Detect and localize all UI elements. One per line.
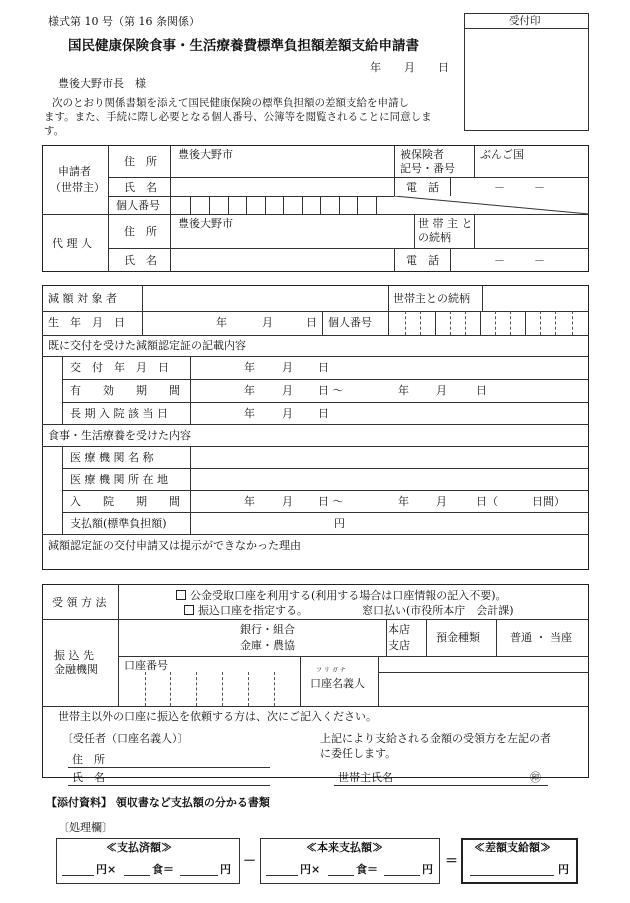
long-stay-month: 月	[282, 407, 293, 420]
due-meals: 食＝	[356, 863, 378, 876]
valid-from-month: 月	[282, 384, 293, 397]
bank-type-2: 金庫・農協	[240, 639, 295, 652]
bank-label-2: 金融機関	[54, 663, 98, 676]
issue-month: 月	[282, 361, 293, 374]
applicant-address-field[interactable]	[172, 146, 392, 176]
agent-address-prefix: 豊後大野市	[178, 217, 233, 230]
admission-to-year: 年	[398, 495, 409, 508]
householder-name-label: 世帯主氏名	[338, 771, 393, 784]
institution-name-field[interactable]	[192, 447, 588, 467]
insured-number-label-1: 被保険者	[400, 148, 444, 161]
page-title: 国民健康保険食事・生活療養費標準負担額差額支給申請書	[68, 38, 419, 54]
applicant-address-label: 住 所	[124, 155, 157, 168]
due-total-title: ≪本来支払額≫	[306, 841, 383, 854]
valid-to-day: 日	[476, 384, 487, 397]
delegate-note: 世帯主以外の口座に振込を依頼する方は、次にご記入ください。	[58, 710, 377, 723]
agent-label: 代 理 人	[52, 237, 92, 250]
agent-relation-label-1: 世 帯 主 と	[418, 217, 473, 230]
difference-title: ≪差額支給額≫	[474, 841, 551, 854]
admission-days: 日間）	[532, 495, 565, 508]
dob-field[interactable]	[144, 312, 320, 334]
dob-year: 年	[216, 316, 227, 329]
difference-yen: 円	[558, 863, 569, 876]
delegate-name-label: 氏 名	[72, 771, 105, 784]
bank-type-1: 銀行・組合	[240, 623, 295, 636]
checkbox-public-account[interactable]	[176, 590, 186, 600]
date-day: 日	[438, 61, 449, 74]
delegate-text-1: 上記により支給される金額の受領方を左記の者	[320, 732, 551, 745]
paid-yen-end: 円	[220, 863, 231, 876]
paid-total-title: ≪支払済額≫	[106, 841, 172, 854]
paid-meals: 食＝	[152, 863, 174, 876]
admission-from-day: 日 ～	[318, 495, 344, 508]
applicant-sublabel: （世帯主）	[50, 181, 105, 194]
applicant-name-label: 氏 名	[124, 181, 157, 194]
holder-field[interactable]	[380, 657, 588, 705]
valid-period-field[interactable]	[192, 380, 588, 401]
seal-mark: ㊞	[530, 771, 541, 784]
householder-name-field[interactable]	[400, 769, 526, 785]
issue-date-field[interactable]	[192, 357, 588, 378]
equals-sign: ＝	[445, 854, 459, 869]
long-stay-label: 長 期 入 院 該 当 日	[70, 407, 168, 420]
processing-heading: 〔処理欄〕	[58, 821, 113, 834]
checkbox-transfer[interactable]	[184, 605, 194, 615]
reception-stamp-label: 受付印	[509, 15, 541, 27]
valid-to-year: 年	[398, 384, 409, 397]
applicant-phone-field[interactable]	[452, 178, 588, 195]
cert-heading: 既に交付を受けた減額認定証の記載内容	[48, 339, 246, 352]
delegate-address-label: 住 所	[72, 753, 105, 766]
valid-from-day: 日 ～	[318, 384, 344, 397]
intro-line-3: す。	[44, 125, 65, 137]
target-person-label: 減 額 対 象 者	[48, 292, 117, 305]
option-transfer-text: 振込口座を指定する。	[198, 604, 308, 617]
applicant-phone-dash-1: －	[494, 181, 505, 194]
long-stay-field[interactable]	[192, 403, 588, 423]
dob-day: 日	[306, 316, 317, 329]
form-number: 様式第 10 号（第 16 条関係）	[48, 15, 200, 28]
agent-name-label: 氏 名	[124, 254, 157, 267]
agent-relation-label-2: の続柄	[418, 231, 451, 244]
account-number-field[interactable]	[120, 673, 298, 705]
applicant-address-prefix: 豊後大野市	[178, 148, 233, 161]
valid-period-label: 有 効 期 間	[70, 384, 180, 397]
reception-stamp-box	[464, 13, 589, 131]
delegate-heading: 〔受任者（口座名義人）〕	[62, 732, 189, 745]
insured-number-prefix: ぶんご国	[480, 148, 524, 161]
agent-address-label: 住 所	[124, 225, 157, 238]
applicant-name-field[interactable]	[172, 178, 392, 195]
reason-field[interactable]	[44, 552, 587, 569]
agent-address-field[interactable]	[172, 215, 412, 247]
due-yen-times: 円×	[300, 863, 321, 876]
insured-number-label-2: 記号・番号	[400, 162, 455, 175]
admission-label: 入 院 期 間	[70, 495, 180, 508]
admission-to-month: 月	[436, 495, 447, 508]
holder-ruby: フ リ ガ ナ	[316, 667, 346, 674]
institution-address-field[interactable]	[192, 469, 588, 489]
applicant-mynumber-label: 個人番号	[116, 199, 160, 212]
paid-amount-label: 支払額(標準負担額)	[70, 517, 167, 530]
admission-from-year: 年	[244, 495, 255, 508]
delegate-text-2: に委任します。	[320, 747, 397, 760]
subject-mynumber-label: 個人番号	[328, 316, 372, 329]
agent-phone-dash-1: －	[494, 254, 505, 267]
institution-address-label: 医 療 機 関 所 在 地	[70, 473, 168, 486]
addressee: 豊後大野市長 様	[58, 77, 146, 90]
branch-label-1: 本店	[388, 623, 410, 636]
agent-phone-field[interactable]	[452, 249, 588, 271]
agent-name-field[interactable]	[172, 249, 392, 271]
admission-to-day: 日（	[476, 495, 498, 508]
admission-from-month: 月	[282, 495, 293, 508]
paid-yen-times: 円×	[96, 863, 117, 876]
valid-from-year: 年	[244, 384, 255, 397]
relation-field[interactable]	[484, 286, 588, 310]
issue-day: 日	[318, 361, 329, 374]
applicant-phone-dash-2: －	[534, 181, 545, 194]
option-public-account-text: 公金受取口座を利用する(利用する場合は口座情報の記入不要)。	[190, 589, 507, 602]
applicant-mynumber-field[interactable]	[172, 197, 392, 213]
dob-label: 生 年 月 日	[48, 316, 125, 329]
date-year: 年	[370, 61, 381, 74]
meal-heading: 食事・生活療養を受けた内容	[48, 429, 191, 442]
receipt-method-label: 受 領 方 法	[52, 596, 107, 609]
agent-relation-field[interactable]	[476, 215, 588, 247]
long-stay-year: 年	[244, 407, 255, 420]
valid-to-month: 月	[436, 384, 447, 397]
delegate-address-field[interactable]	[108, 750, 270, 766]
reason-label: 減額認定証の交付申請又は提示ができなかった理由	[48, 539, 301, 552]
subject-mynumber-field[interactable]	[390, 312, 588, 334]
intro-line-2: ます。また、手続に際し必要となる個人番号、公簿等を閲覧されることに同意しま	[44, 111, 432, 123]
applicant-label: 申請者	[58, 165, 91, 178]
target-person-field[interactable]	[144, 286, 386, 310]
institution-name-label: 医 療 機 関 名 称	[70, 451, 154, 464]
deposit-type-label: 預金種類	[436, 631, 480, 644]
branch-label-2: 支店	[388, 639, 410, 652]
option-transfer[interactable]	[184, 605, 308, 616]
paid-amount-yen: 円	[334, 517, 345, 530]
attachment-note: 【添付資料】 領収書など支払額の分かる書類	[46, 796, 270, 809]
paid-amount-field[interactable]	[192, 513, 588, 533]
delegate-name-field[interactable]	[108, 769, 270, 785]
diagonal-slash	[394, 196, 589, 214]
issue-year: 年	[244, 361, 255, 374]
minus-sign: －	[243, 854, 257, 869]
issue-date-label: 交 付 年 月 日	[70, 361, 169, 374]
account-number-label: 口座番号	[124, 659, 168, 672]
option-window-payment: 窓口払い(市役所本庁 会計課)	[362, 604, 514, 617]
admission-period-field[interactable]	[192, 491, 588, 511]
agent-phone-label: 電 話	[406, 254, 439, 267]
dob-month: 月	[262, 316, 273, 329]
date-month: 月	[404, 61, 415, 74]
option-public-account[interactable]	[176, 590, 507, 601]
bank-label-1: 振 込 先	[54, 649, 94, 662]
relation-label: 世帯主との続柄	[393, 292, 470, 305]
intro-line-1: 次のとおり関係書類を添えて国民健康保険の標準負担額の差額支給を申請し	[52, 97, 409, 109]
holder-label: 口座名義人	[310, 677, 365, 690]
deposit-type-options[interactable]: 普通 ・ 当座	[510, 631, 572, 644]
long-stay-day: 日	[318, 407, 329, 420]
due-yen-end: 円	[422, 863, 433, 876]
agent-phone-dash-2: －	[534, 254, 545, 267]
applicant-phone-label: 電 話	[406, 181, 439, 194]
